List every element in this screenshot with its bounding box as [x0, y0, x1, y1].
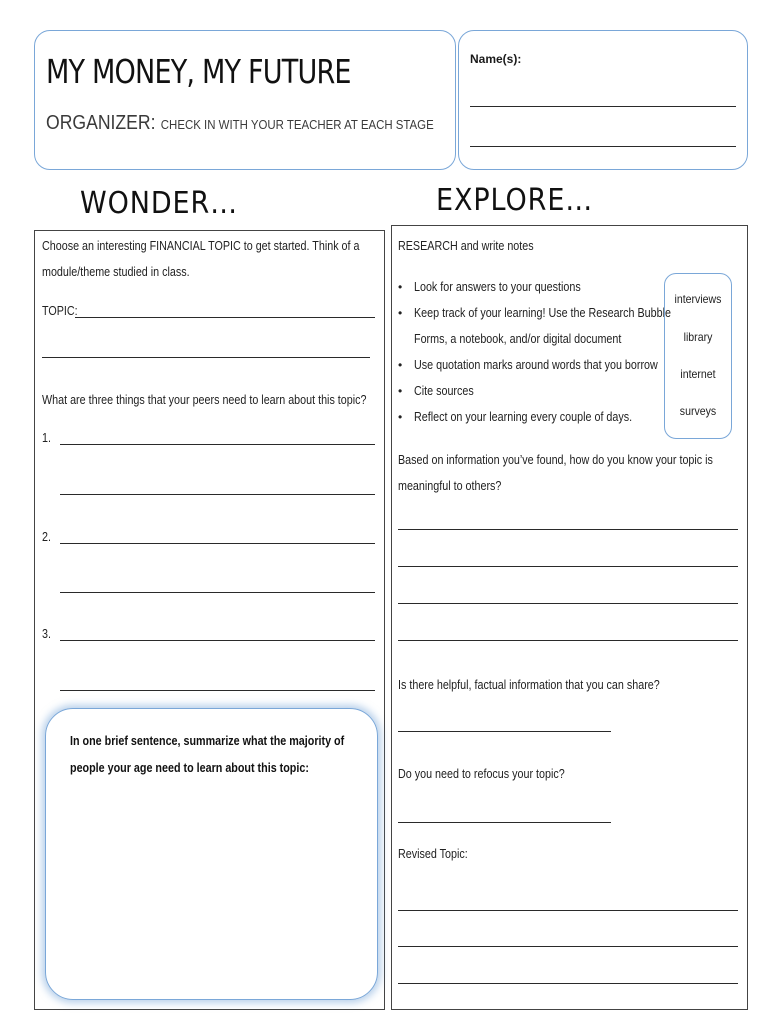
bullet-dot-icon: • — [398, 410, 403, 424]
name-line-2[interactable] — [470, 146, 736, 147]
names-box — [458, 30, 748, 170]
item-number-1: 1. — [42, 431, 51, 445]
source-surveys: surveys — [679, 404, 717, 418]
answer-3-line-2[interactable] — [60, 690, 375, 691]
wonder-intro-line-2: module/theme studied in class. — [42, 265, 190, 279]
subtitle-note: CHECK IN WITH YOUR TEACHER AT EACH STAGE — [160, 117, 434, 132]
explore-heading: EXPLORE… — [436, 183, 594, 218]
item-number-2: 2. — [42, 530, 51, 544]
revised-topic-line-1[interactable] — [398, 910, 738, 911]
summary-prompt — [70, 728, 344, 782]
source-internet: internet — [680, 367, 716, 381]
wonder-heading: WONDER… — [80, 186, 239, 221]
refocus-answer-line[interactable] — [398, 822, 611, 823]
bullet-item: • Cite sources — [398, 378, 713, 404]
meaningful-question-line-1: Based on information you’ve found, how do you know your topic is — [398, 453, 713, 467]
bullet-item: • Reflect on your learning every couple of days. — [398, 404, 713, 430]
topic-line-1[interactable] — [75, 317, 375, 318]
bullet-dot-icon: • — [398, 358, 403, 372]
meaningful-line-3[interactable] — [398, 603, 738, 604]
answer-2-line-1[interactable] — [60, 543, 375, 544]
bullet-item: • Look for answers to your questions — [398, 274, 713, 300]
bullet-dot-icon: • — [398, 306, 403, 320]
bullet-dot-icon: • — [398, 280, 403, 294]
meaningful-line-2[interactable] — [398, 566, 738, 567]
helpful-answer-line[interactable] — [398, 731, 611, 732]
revised-topic-line-2[interactable] — [398, 946, 738, 947]
bullet-item-continuation: Forms, a notebook, and/or digital document — [414, 332, 622, 346]
meaningful-line-1[interactable] — [398, 529, 738, 530]
peers-question: What are three things that your peers need to learn about this topic? — [42, 393, 367, 407]
bullet-dot-icon: • — [398, 384, 403, 398]
subtitle-organizer: ORGANIZER: — [46, 112, 156, 134]
topic-line-2[interactable] — [42, 357, 370, 358]
answer-3-line-1[interactable] — [60, 640, 375, 641]
title-box — [34, 30, 456, 170]
wonder-intro-line-1: Choose an interesting FINANCIAL TOPIC to get started. Think of a — [42, 239, 360, 253]
source-interviews: interviews — [674, 292, 722, 306]
answer-1-line-2[interactable] — [60, 494, 375, 495]
item-number-3: 3. — [42, 627, 51, 641]
names-label: Name(s): — [470, 52, 522, 66]
meaningful-question-line-2: meaningful to others? — [398, 479, 502, 493]
research-label: RESEARCH and write notes — [398, 239, 534, 253]
bullet-item: • Use quotation marks around words that you borrow — [398, 352, 713, 378]
revised-topic-label: Revised Topic: — [398, 847, 468, 861]
answer-1-line-1[interactable] — [60, 444, 375, 445]
page-title: MY MONEY, MY FUTURE — [46, 52, 351, 91]
revised-topic-line-3[interactable] — [398, 983, 738, 984]
refocus-question: Do you need to refocus your topic? — [398, 767, 565, 781]
bullet-item: • Keep track of your learning! Use the Research Bubble — [398, 300, 713, 326]
summary-line-2: people your age need to learn about this topic: — [70, 761, 309, 775]
helpful-question: Is there helpful, factual information that you can share? — [398, 678, 660, 692]
answer-2-line-2[interactable] — [60, 592, 375, 593]
subtitle — [46, 112, 434, 135]
topic-label: TOPIC: — [42, 304, 78, 318]
summary-line-1: In one brief sentence, summarize what the majority of — [70, 734, 345, 748]
name-line-1[interactable] — [470, 106, 736, 107]
meaningful-line-4[interactable] — [398, 640, 738, 641]
source-library: library — [683, 330, 713, 344]
